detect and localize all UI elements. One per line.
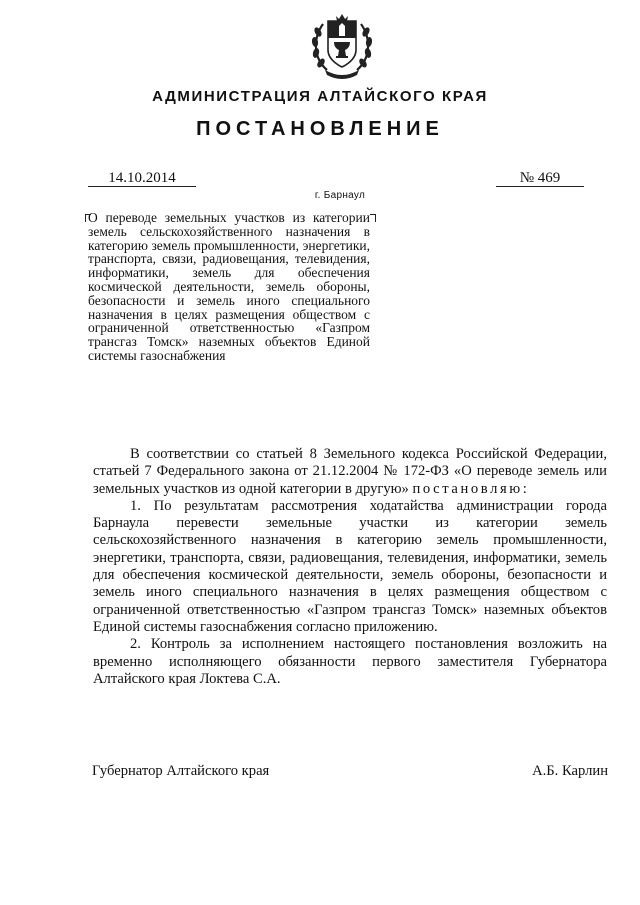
- coat-of-arms-icon: [309, 12, 375, 82]
- document-body: [93, 446, 607, 688]
- decree-word: постановляю:: [412, 480, 530, 497]
- signatory-name: А.Б. Карлин: [532, 763, 608, 779]
- signatory-position: Губернатор Алтайского края: [92, 763, 270, 779]
- organization-name: АДМИНИСТРАЦИЯ АЛТАЙСКОГО КРАЯ: [152, 88, 488, 105]
- preamble-paragraph: [93, 446, 607, 498]
- subject-block: [88, 211, 370, 363]
- document-type-title: ПОСТАНОВЛЕНИЕ: [196, 118, 444, 140]
- item-1-paragraph: 1. По результатам рассмотрения ходатайства администрации города Барнаула перевести земельные участки из категории земель сельскохозяйственного назначения в категорию земель промышленности, энергетики, транспорта, связи, радиовещания, телевидения, информатики, земель для обеспечения космической деятельности, земель обороны, безопасности и земель иного специального назначения в целях размещения обществом с ограниченной ответственностью «Газпром трансгаз Томск» наземных объектов Единой системы газоснабжения согласно приложению.: [93, 497, 607, 635]
- document-number: № 469: [496, 170, 584, 187]
- document-subject: О переводе земельных участков из категории земель сельскохозяйственного назначения в категорию земель промышленности, энергетики, транспорта, связи, радиовещания, телевидения, информатики, земель для обеспечения космической деятельности, земель обороны, безопасности и земель иного специального назначения в целях размещения обществом с ограниченной ответственностью «Газпром трансгаз Томск» наземных объектов Единой системы газоснабжения: [88, 210, 370, 363]
- document-city: г. Барнаул: [314, 190, 366, 201]
- preamble-text: В соответствии со статьей 8 Земельного кодекса Российской Федерации, статьей 7 Федерального закона от 21.12.2004 № 172-ФЗ «О переводе земель или земельных участков из одной категории в другую»: [93, 446, 607, 497]
- subject-bracket-left: [85, 214, 91, 222]
- subject-bracket-right: [370, 214, 376, 222]
- document-date: 14.10.2014: [88, 170, 196, 187]
- item-2-paragraph: 2. Контроль за исполнением настоящего постановления возложить на временно исполняющего обязанности первого заместителя Губернатора Алтайского края Локтева С.А.: [93, 636, 607, 687]
